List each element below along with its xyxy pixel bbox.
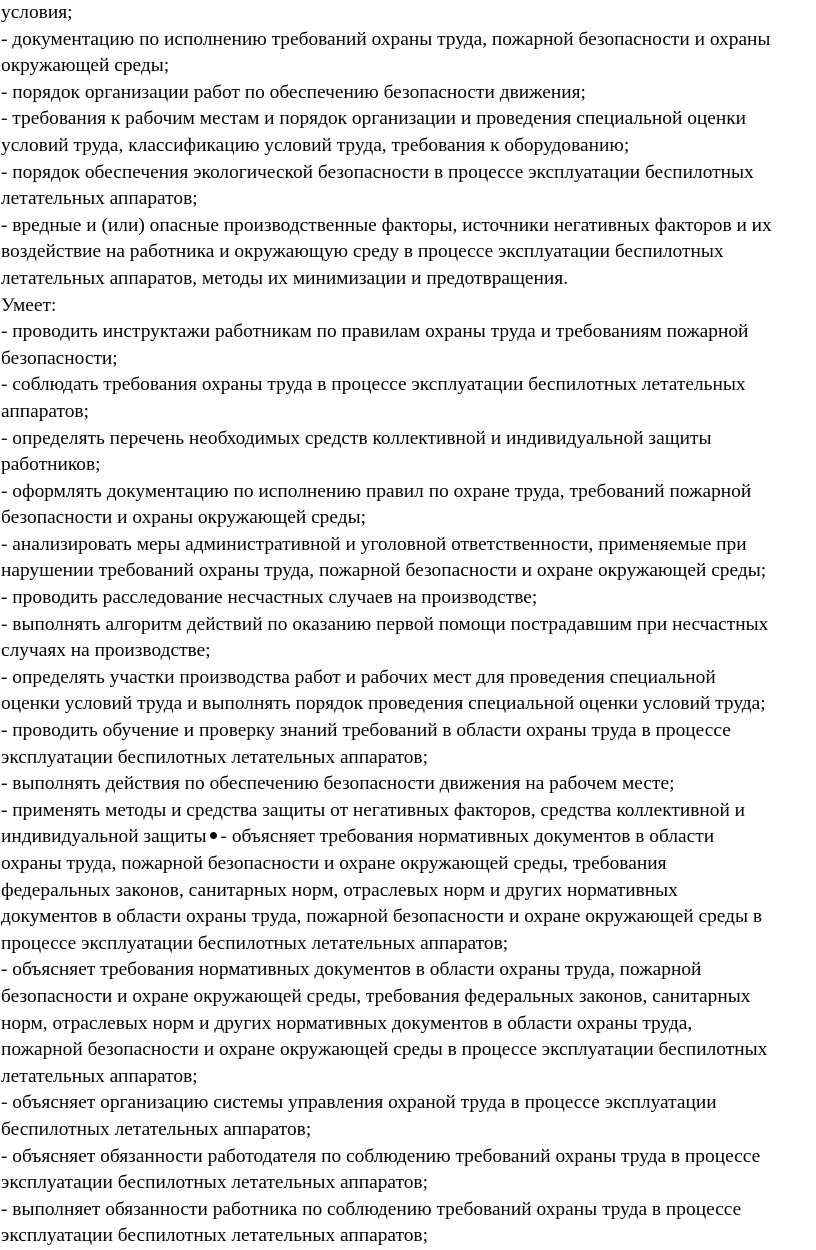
text-line: - соблюдать требования охраны труда в процессе эксплуатации беспилотных летательных: [1, 374, 746, 396]
text-line: летательных аппаратов, методы их минимизации и предотвращения.: [1, 267, 569, 289]
text-line: - документацию по исполнению требований охраны труда, пожарной безопасности и охраны: [1, 28, 771, 50]
text-line: условий труда, классификацию условий труда, требования к оборудованию;: [1, 134, 630, 156]
text-line: нарушении требований охраны труда, пожарной безопасности и охране окружающей среды;: [1, 560, 767, 582]
text-line: окружающей среды;: [1, 55, 170, 77]
text-line: условия;: [1, 2, 73, 23]
text-line: работников;: [1, 454, 101, 476]
text-line: эксплуатации беспилотных летательных аппаратов;: [1, 1225, 428, 1247]
text-line: аппаратов;: [1, 400, 89, 422]
text-line: - применять методы и средства защиты от негативных факторов, средства коллективной и: [1, 799, 746, 821]
text-line: эксплуатации беспилотных летательных аппаратов;: [1, 746, 428, 768]
text-line: - выполнять действия по обеспечению безопасности движения на рабочем месте;: [1, 773, 675, 795]
text-line: летательных аппаратов;: [1, 1065, 198, 1087]
text-line: - проводить расследование несчастных случаев на производстве;: [1, 587, 538, 609]
text-line: воздействие на работника и окружающую среду в процессе эксплуатации беспилотных: [1, 241, 724, 263]
text-line: - порядок обеспечения экологической безопасности в процессе эксплуатации беспилотных: [1, 161, 754, 183]
text-line: - объясняет организацию системы управления охраной труда в процессе эксплуатации: [1, 1092, 717, 1114]
bullet-icon: [210, 832, 217, 839]
text-line-with-bullet: [1, 824, 815, 851]
text-line: - оформлять документацию по исполнению правил по охране труда, требований пожарной: [1, 480, 752, 502]
text-line: беспилотных летательных аппаратов;: [1, 1118, 312, 1140]
text-line: - объясняет обязанности работодателя по соблюдению требований охраны труда в процессе: [1, 1145, 761, 1167]
text-line: охраны труда, пожарной безопасности и охране окружающей среды, требования: [1, 853, 667, 874]
text-line: летательных аппаратов;: [1, 188, 198, 210]
text-line: - анализировать меры административной и уголовной ответственности, применяемые при: [1, 533, 747, 555]
text-block-after: [1, 851, 815, 1250]
text-line: - выполняет обязанности работника по соблюдению требований охраны труда в процессе: [1, 1198, 742, 1220]
text-line: федеральных законов, санитарных норм, отраслевых норм и других нормативных: [1, 879, 678, 901]
text-segment: индивидуальной защиты: [1, 826, 207, 848]
text-line: норм, отраслевых норм и других нормативных документов в области охраны труда,: [1, 1012, 693, 1034]
text-segment: - объясняет требования нормативных документов в области: [220, 826, 715, 848]
text-line: безопасности и охраны окружающей среды;: [1, 507, 367, 529]
text-line: - определять перечень необходимых средств коллективной и индивидуальной защиты: [1, 427, 712, 449]
text-line: пожарной безопасности и охране окружающей среды в процессе эксплуатации беспилотных: [1, 1039, 768, 1061]
text-line: оценки условий труда и выполнять порядок проведения специальной оценки условий труда;: [1, 693, 766, 715]
text-line: случаях на производстве;: [1, 640, 211, 662]
text-line: процессе эксплуатации беспилотных летательных аппаратов;: [1, 932, 509, 954]
text-line: - проводить инструктажи работникам по правилам охраны труда и требованиям пожарной: [1, 321, 749, 343]
text-line: Умеет:: [1, 294, 57, 316]
text-line: - порядок организации работ по обеспечению безопасности движения;: [1, 81, 586, 103]
text-block-before: [1, 0, 815, 824]
text-line: - выполнять алгоритм действий по оказанию первой помощи пострадавшим при несчастных: [1, 613, 769, 635]
text-line: - требования к рабочим местам и порядок организации и проведения специальной оценки: [1, 108, 747, 130]
text-line: безопасности и охране окружающей среды, требования федеральных законов, санитарных: [1, 985, 751, 1007]
text-line: - определять участки производства работ и рабочих мест для проведения специальной: [1, 666, 716, 688]
text-line: - вредные и (или) опасные производственные факторы, источники негативных факторов и их: [1, 214, 772, 236]
text-line: - проводить обучение и проверку знаний требований в области охраны труда в процессе: [1, 720, 731, 742]
text-line: документов в области охраны труда, пожарной безопасности и охране окружающей среды в: [1, 906, 763, 928]
text-line: безопасности;: [1, 347, 118, 369]
text-line: эксплуатации беспилотных летательных аппаратов;: [1, 1172, 428, 1194]
text-line: - объясняет требования нормативных документов в области охраны труда, пожарной: [1, 959, 702, 981]
